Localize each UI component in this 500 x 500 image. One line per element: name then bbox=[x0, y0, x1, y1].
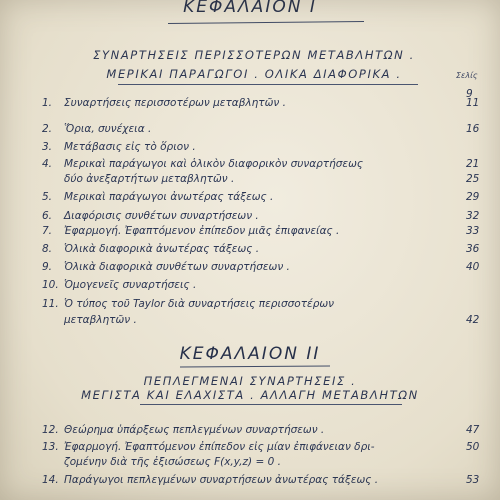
chapter-1-subtitle-line-2: ΜΕΡΙΚΑΙ ΠΑΡΑΓΩΓΟΙ . ΟΛΙΚΑ ΔΙΑΦΟΡΙΚΑ . bbox=[106, 67, 402, 81]
toc-entry-number: 14. bbox=[42, 474, 59, 486]
toc-entry bbox=[0, 314, 500, 330]
toc-entry-number: 10. bbox=[42, 279, 59, 291]
toc-entry-number: 11. bbox=[42, 298, 59, 310]
toc-entry-page: 32 bbox=[466, 210, 480, 222]
toc-entry bbox=[0, 456, 500, 472]
toc-entry-title: Μετάβασις εἰς τὸ ὅριον . bbox=[64, 141, 196, 153]
toc-entry bbox=[0, 123, 500, 139]
toc-entry-title: Μερικαὶ παράγωγοι καὶ ὁλικὸν διαφορικὸν συναρτήσεως bbox=[64, 158, 364, 170]
toc-entry-number: 1. bbox=[42, 97, 53, 109]
chapter-2-title: ΚΕΦΑΛΑΙΟΝ ΙΙ bbox=[179, 344, 321, 364]
toc-entry-page: 11 bbox=[466, 97, 480, 109]
toc-entry-number: 8. bbox=[42, 243, 53, 255]
toc-entry bbox=[0, 474, 500, 490]
toc-entry-title: Ὁλικὰ διαφορικὰ ἀνωτέρας τάξεως . bbox=[64, 243, 260, 255]
toc-entry-page: 36 bbox=[466, 243, 480, 255]
chapter-1-subtitle-underline bbox=[118, 84, 418, 85]
toc-entry bbox=[0, 225, 500, 241]
toc-entry-page: 53 bbox=[466, 474, 480, 486]
toc-entry bbox=[0, 158, 500, 174]
toc-entry-title: ζομένην διὰ τῆς ἐξισώσεως F(x,y,z) = 0 . bbox=[64, 456, 281, 468]
chapter-1-underline bbox=[168, 21, 364, 24]
toc-entry-title: Διαφόρισις συνθέτων συναρτήσεων . bbox=[64, 210, 259, 222]
toc-entry-page: 16 bbox=[466, 123, 480, 135]
toc-entry-number: 13. bbox=[42, 441, 59, 453]
chapter-2-subtitle-line-2: ΜΕΓΙΣΤΑ ΚΑΙ ΕΛΑΧΙΣΤΑ . ΑΛΛΑΓΗ ΜΕΤΑΒΛΗΤΩΝ bbox=[81, 388, 419, 402]
toc-entry bbox=[0, 210, 500, 226]
toc-entry-title: Ὁ τύπος τοῦ Taylor διὰ συναρτήσεις περισσοτέρων bbox=[64, 298, 335, 310]
toc-entry-title: Ὁμογενεῖς συναρτήσεις . bbox=[64, 279, 197, 291]
toc-entry-page: 33 bbox=[466, 225, 480, 237]
pages-column-label: Σελίς bbox=[456, 71, 478, 80]
toc-entry bbox=[0, 441, 500, 457]
toc-entry bbox=[0, 243, 500, 259]
chapter-1-first-page: 9 bbox=[466, 88, 473, 100]
toc-entry-title: Ὁλικὰ διαφορικὰ συνθέτων συναρτήσεων . bbox=[64, 261, 290, 273]
toc-entry-page: 50 bbox=[466, 441, 480, 453]
toc-entry-title: Παράγωγοι πεπλεγμένων συναρτήσεων ἀνωτέρας τάξεως . bbox=[64, 474, 379, 486]
chapter-2-underline bbox=[180, 365, 330, 367]
toc-entry-title: Ὅρια, συνέχεια . bbox=[64, 123, 152, 135]
toc-entry-number: 6. bbox=[42, 210, 53, 222]
toc-entry bbox=[0, 141, 500, 157]
toc-entry-title: Μερικαὶ παράγωγοι ἀνωτέρας τάξεως . bbox=[64, 191, 274, 203]
toc-entry-title: Θεώρημα ὑπάρξεως πεπλεγμένων συναρτήσεων . bbox=[64, 424, 325, 436]
toc-entry bbox=[0, 191, 500, 207]
toc-entry-page: 40 bbox=[466, 261, 480, 273]
toc-entry-title: Συναρτήσεις περισσοτέρων μεταβλητῶν . bbox=[64, 97, 286, 109]
chapter-2-subtitle-underline bbox=[140, 404, 402, 405]
toc-entry-number: 9. bbox=[42, 261, 53, 273]
chapter-1-subtitle-line-1: ΣΥΝΑΡΤΗΣΕΙΣ ΠΕΡΙΣΣΟΤΕΡΩΝ ΜΕΤΑΒΛΗΤΩΝ . bbox=[93, 48, 415, 62]
toc-entry-page: 21 bbox=[466, 158, 480, 170]
toc-entry-number: 7. bbox=[42, 225, 53, 237]
toc-entry bbox=[0, 261, 500, 277]
toc-entry bbox=[0, 97, 500, 113]
toc-entry-title: μεταβλητῶν . bbox=[64, 314, 137, 326]
toc-entry-number: 2. bbox=[42, 123, 53, 135]
toc-entry bbox=[0, 279, 500, 295]
toc-entry-title: Ἐφαρμογή. Ἐφαπτόμενον ἐπίπεδον εἰς μίαν ἐπιφάνειαν δρι- bbox=[64, 441, 375, 453]
toc-entry-number: 4. bbox=[42, 158, 53, 170]
toc-entry bbox=[0, 424, 500, 440]
toc-entry-page: 47 bbox=[466, 424, 480, 436]
toc-entry-number: 12. bbox=[42, 424, 59, 436]
toc-entry-page: 25 bbox=[466, 173, 480, 185]
toc-entry-number: 3. bbox=[42, 141, 53, 153]
chapter-2-subtitle-line-1: ΠΕΠΛΕΓΜΕΝΑΙ ΣΥΝΑΡΤΗΣΕΙΣ . bbox=[143, 374, 357, 388]
toc-entry-number: 5. bbox=[42, 191, 53, 203]
chapter-1-title: ΚΕΦΑΛΑΙΟΝ Ι bbox=[183, 0, 317, 17]
toc-entry-page: 42 bbox=[466, 314, 480, 326]
toc-entry bbox=[0, 298, 500, 314]
toc-entry-page: 29 bbox=[466, 191, 480, 203]
toc-entry bbox=[0, 173, 500, 189]
toc-entry-title: δύο ἀνεξαρτήτων μεταβλητῶν . bbox=[64, 173, 235, 185]
toc-entry-title: Ἐφαρμογή. Ἐφαπτόμενον ἐπίπεδον μιᾶς ἐπιφανείας . bbox=[64, 225, 340, 237]
